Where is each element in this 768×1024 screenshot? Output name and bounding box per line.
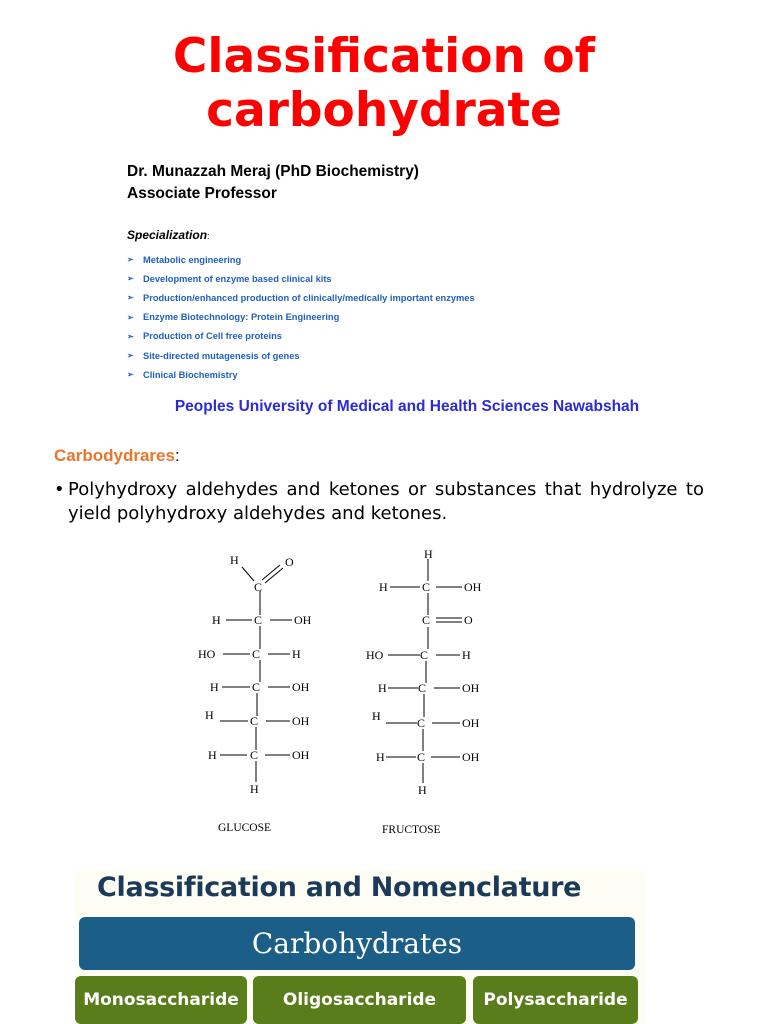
svg-text:C: C (417, 716, 426, 730)
arrow-bullet-icon: ➢ (127, 293, 134, 303)
svg-text:OH: OH (462, 716, 480, 730)
svg-text:H: H (378, 681, 387, 695)
svg-text:H: H (372, 709, 381, 723)
monosaccharide-box: Monosaccharide (75, 976, 247, 1024)
list-item: ➢ Production of Cell free proteins (127, 331, 282, 342)
svg-text:H: H (212, 613, 221, 627)
svg-text:C: C (417, 750, 426, 764)
svg-text:C: C (250, 748, 259, 762)
list-item: ➢ Production/enhanced production of clinically/medically important enzymes (127, 292, 475, 303)
svg-text:H: H (250, 782, 259, 796)
svg-text:H: H (292, 647, 301, 661)
carbohydrates-box: Carbohydrates (79, 917, 635, 970)
author-name: Dr. Munazzah Meraj (PhD Biochemistry) (127, 163, 419, 180)
svg-text:O: O (285, 555, 294, 569)
svg-text:C: C (250, 714, 259, 728)
svg-text:C: C (252, 647, 261, 661)
arrow-bullet-icon: ➢ (127, 370, 134, 380)
oligosaccharide-box: Oligosaccharide (253, 976, 466, 1024)
svg-text:OH: OH (294, 613, 312, 627)
fructose-labels (366, 547, 482, 797)
svg-text:C: C (418, 681, 427, 695)
nomenclature-title: Classification and Nomenclature (97, 872, 582, 903)
arrow-bullet-icon: ➢ (127, 255, 134, 265)
arrow-bullet-icon: ➢ (127, 351, 134, 361)
svg-text:C: C (420, 648, 429, 662)
svg-text:HO: HO (366, 648, 384, 662)
glucose-labels (198, 553, 312, 796)
svg-text:H: H (379, 580, 388, 594)
list-item: ➢ Site-directed mutagenesis of genes (127, 350, 300, 361)
svg-text:H: H (376, 750, 385, 764)
author-block (127, 161, 419, 205)
svg-text:H: H (418, 783, 427, 797)
university-name: Peoples University of Medical and Health Sciences Nawabshah (174, 398, 640, 415)
arrow-bullet-icon: ➢ (127, 312, 134, 322)
svg-text:H: H (210, 680, 219, 694)
svg-text:H: H (208, 748, 217, 762)
nomenclature-diagram (75, 870, 645, 1024)
glucose-label: GLUCOSE (218, 822, 272, 834)
svg-text:C: C (252, 680, 261, 694)
svg-text:C: C (254, 580, 263, 594)
specialization-heading: Specialization: (127, 228, 210, 242)
list-item: ➢ Clinical Biochemistry (127, 369, 238, 380)
list-item: ➢ Enzyme Biotechnology: Protein Engineering (127, 312, 340, 323)
svg-text:OH: OH (292, 748, 310, 762)
fructose-label: FRUCTOSE (382, 824, 441, 836)
definition-text: Polyhydroxy aldehydes and ketones or substances that hydrolyze to yield polyhydroxy aldehydes and ketones. (68, 479, 704, 524)
arrow-bullet-icon: ➢ (127, 274, 134, 284)
svg-text:OH: OH (462, 681, 480, 695)
author-position: Associate Professor (127, 185, 277, 202)
bullet-dot: • (54, 479, 65, 500)
svg-text:H: H (230, 553, 239, 567)
polysaccharide-box: Polysaccharide (473, 976, 638, 1024)
svg-text:OH: OH (464, 580, 482, 594)
list-item: ➢ Development of enzyme based clinical kits (127, 273, 332, 284)
svg-text:C: C (422, 580, 431, 594)
svg-text:H: H (424, 547, 433, 561)
section-heading: Carbodydrares: (54, 446, 180, 465)
page-title: Classification of carbohydrate (172, 29, 596, 138)
svg-text:H: H (462, 648, 471, 662)
list-item: ➢ Metabolic engineering (127, 254, 242, 265)
svg-text:H: H (205, 708, 214, 722)
svg-text:O: O (464, 613, 473, 627)
svg-text:C: C (422, 613, 431, 627)
specialization-list (127, 250, 475, 384)
svg-text:OH: OH (292, 714, 310, 728)
svg-text:HO: HO (198, 647, 216, 661)
svg-text:OH: OH (292, 680, 310, 694)
arrow-bullet-icon: ➢ (127, 331, 134, 341)
svg-text:OH: OH (462, 750, 480, 764)
structural-formulas (190, 545, 510, 845)
svg-text:C: C (254, 613, 263, 627)
definition-bullet (54, 478, 704, 526)
